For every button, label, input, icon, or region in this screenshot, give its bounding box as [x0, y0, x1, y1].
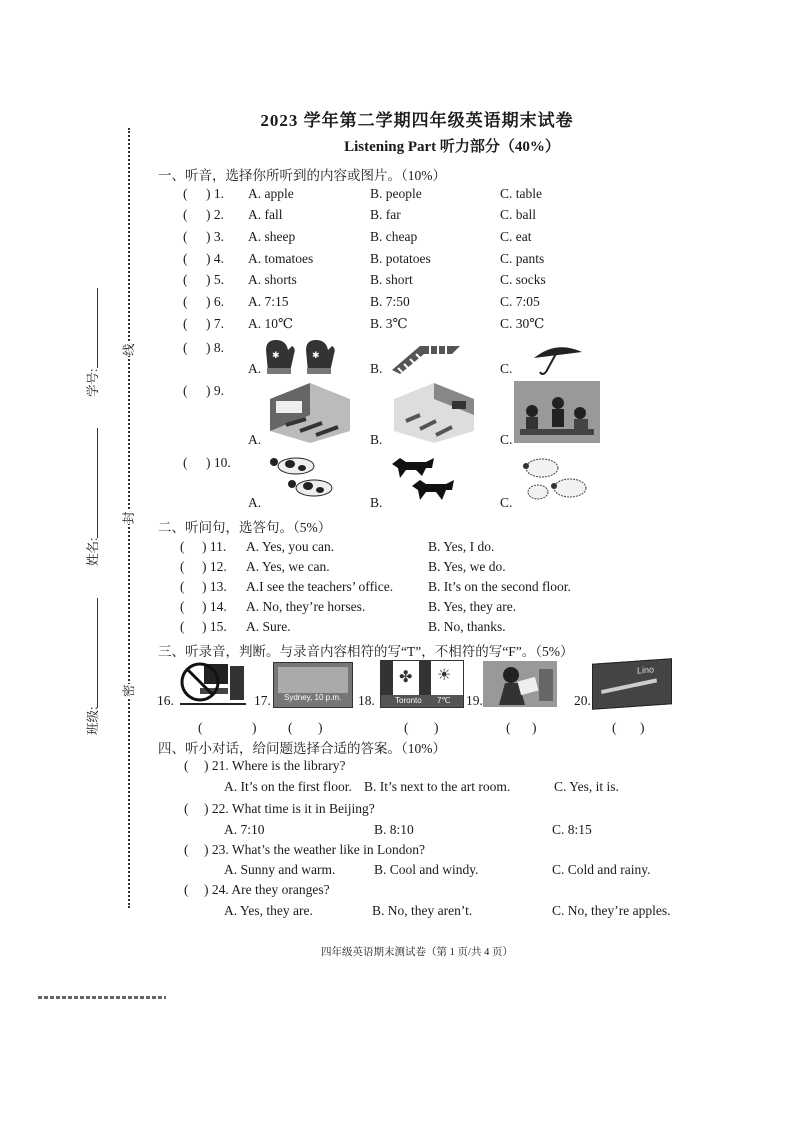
no-computer-picture[interactable]	[176, 660, 248, 708]
answer-paren[interactable]: (	[183, 251, 188, 266]
option-a: A.	[248, 361, 262, 376]
question-number: ) 2.	[206, 207, 224, 222]
question-number: ) 9.	[206, 383, 224, 398]
exam-title: 2023 学年第二学期四年级英语期末试卷	[260, 111, 574, 130]
answer-paren-20-close: )	[640, 720, 645, 735]
question-text: ) 24. Are they oranges?	[204, 882, 330, 897]
question-number-16: 16.	[157, 693, 174, 708]
answer-paren[interactable]: (	[180, 539, 185, 554]
option-a: A. No, they’re horses.	[246, 599, 366, 614]
flag-band-left	[381, 661, 393, 695]
option-b: B. Yes, we do.	[428, 559, 506, 574]
box-picture[interactable]	[592, 658, 672, 710]
binding-secret-char: 密	[119, 684, 137, 697]
answer-paren[interactable]: (	[183, 340, 188, 355]
classroom-picture[interactable]	[266, 381, 352, 443]
section4-heading: 四、听小对话，给问题选择合适的答案。（10%）	[158, 741, 446, 756]
option-c: C. eat	[500, 229, 532, 244]
option-b: B.	[370, 361, 383, 376]
option-c: C. 8:15	[552, 822, 592, 837]
question-number-19: 19.	[466, 693, 483, 708]
option-c: C. pants	[500, 251, 545, 266]
answer-paren[interactable]: (	[184, 801, 189, 816]
option-b: B. 7:50	[370, 294, 410, 309]
question-number: ) 6.	[206, 294, 224, 309]
option-b: B. Yes, I do.	[428, 539, 495, 554]
option-c: C. 7:05	[500, 294, 540, 309]
option-a: A. fall	[248, 207, 283, 222]
name-label: 姓名:	[86, 537, 100, 566]
option-b: B. No, thanks.	[428, 619, 506, 634]
maple-leaf-icon: ✤	[399, 669, 413, 686]
option-a: A. Sure.	[246, 619, 291, 634]
option-a: A. tomatoes	[248, 251, 314, 266]
option-a: A. sheep	[248, 229, 296, 244]
answer-paren[interactable]: (	[183, 186, 188, 201]
answer-paren[interactable]: (	[183, 383, 188, 398]
sheep-picture[interactable]	[518, 454, 594, 504]
answer-paren-20[interactable]: (	[612, 720, 617, 735]
toronto-caption: Toronto	[395, 696, 422, 705]
question-number: ) 4.	[206, 251, 224, 266]
option-c: C. 30℃	[500, 316, 545, 331]
question-number: ) 13.	[202, 579, 227, 594]
question-text: ) 22. What time is it in Beijing?	[204, 801, 375, 816]
option-c: C.	[500, 495, 513, 510]
answer-paren[interactable]: (	[180, 619, 185, 634]
answer-paren[interactable]: (	[183, 272, 188, 287]
question-number: ) 10.	[206, 455, 231, 470]
box-label: Lino	[637, 664, 655, 676]
svg-text:✱: ✱	[272, 350, 280, 360]
option-a: A.	[248, 432, 262, 447]
option-b: B. 8:10	[374, 822, 414, 837]
option-b: B. people	[370, 186, 422, 201]
answer-paren-19-close: )	[532, 720, 537, 735]
option-a: A. Yes, we can.	[246, 559, 330, 574]
sun-icon: ☀	[437, 667, 452, 684]
answer-paren[interactable]: (	[180, 579, 185, 594]
option-b: B. short	[370, 272, 413, 287]
option-a: A. 10℃	[248, 316, 294, 331]
name-blank[interactable]	[97, 428, 98, 538]
option-c: C.	[500, 432, 513, 447]
horses-picture[interactable]	[386, 454, 466, 504]
sydney-caption: Sydney, 10 p.m.	[284, 693, 342, 702]
option-a: A. Yes, they are.	[224, 903, 313, 918]
option-c: C. table	[500, 186, 542, 201]
flag-band-right	[419, 661, 431, 695]
box-stripe	[601, 678, 657, 694]
option-a: A. shorts	[248, 272, 297, 287]
option-a: A. It’s on the first floor.	[224, 779, 352, 794]
option-a: A. apple	[248, 186, 294, 201]
exam-subtitle: Listening Part 听力部分（40%）	[344, 139, 560, 155]
girl-reading-picture[interactable]	[483, 661, 557, 707]
question-number-18: 18.	[358, 693, 375, 708]
section2-heading: 二、听问句，选答句。（5%）	[158, 520, 332, 535]
teachers-office-picture[interactable]	[514, 381, 600, 443]
option-b: B. Cool and windy.	[374, 862, 479, 877]
toronto-picture[interactable]	[380, 660, 464, 708]
option-b: B. far	[370, 207, 401, 222]
class-blank[interactable]	[97, 598, 98, 708]
answer-paren[interactable]: (	[183, 316, 188, 331]
option-b: B. Yes, they are.	[428, 599, 517, 614]
sydney-picture[interactable]	[273, 662, 353, 708]
answer-paren[interactable]: (	[183, 294, 188, 309]
question-number: ) 8.	[206, 340, 224, 355]
option-a: A.	[248, 495, 262, 510]
section1-heading: 一、听音，选择你所听到的内容或图片。（10%）	[158, 168, 446, 183]
binding-seal-char: 封	[119, 511, 137, 524]
option-b: B. potatoes	[370, 251, 431, 266]
question-number: ) 15.	[202, 619, 227, 634]
section3-heading: 三、听录音，判断。与录音内容相符的写“T”，不相符的写“F”。（5%）	[158, 644, 574, 659]
question-number: ) 5.	[206, 272, 224, 287]
option-b: B. 3℃	[370, 316, 408, 331]
answer-paren[interactable]: (	[180, 599, 185, 614]
option-c: C. ball	[500, 207, 536, 222]
question-number: ) 7.	[206, 316, 224, 331]
answer-paren[interactable]: (	[184, 882, 189, 897]
question-number-20: 20.	[574, 693, 591, 708]
student-no-blank[interactable]	[97, 288, 98, 368]
option-b: B. It’s on the second floor.	[428, 579, 571, 594]
option-c: C. No, they’re apples.	[552, 903, 671, 918]
answer-paren-16-close: )	[252, 720, 257, 735]
option-b: B. It’s next to the art room.	[364, 779, 511, 794]
answer-paren[interactable]: (	[183, 229, 188, 244]
answer-paren[interactable]: (	[183, 455, 188, 470]
answer-paren-19[interactable]: (	[506, 720, 511, 735]
option-b: B.	[370, 432, 383, 447]
answer-paren[interactable]: (	[184, 842, 189, 857]
answer-paren-18[interactable]: (	[404, 720, 409, 735]
question-number: ) 3.	[206, 229, 224, 244]
class-label: 班级:	[86, 706, 100, 735]
answer-paren-16[interactable]: (	[198, 720, 203, 735]
page-footer: 四年级英语期末测试卷（第 1 页/共 4 页）	[321, 947, 513, 958]
option-a: A.I see the teachers’ office.	[246, 579, 394, 594]
option-a: A. 7:10	[224, 822, 265, 837]
cows-picture[interactable]	[262, 452, 340, 504]
umbrella-picture[interactable]	[516, 340, 598, 376]
svg-text:✱: ✱	[312, 350, 320, 360]
answer-paren-17[interactable]: (	[288, 720, 293, 735]
option-a: A. 7:15	[248, 294, 289, 309]
question-text: ) 23. What’s the weather like in London?	[204, 842, 425, 857]
question-text: ) 21. Where is the library?	[204, 758, 346, 773]
student-no-label: 学号:	[86, 368, 100, 397]
option-c: C. Cold and rainy.	[552, 862, 651, 877]
computer-room-picture[interactable]	[390, 381, 476, 443]
option-a: A. Sunny and warm.	[224, 862, 336, 877]
option-c: C. Yes, it is.	[554, 779, 619, 794]
mittens-picture[interactable]	[262, 336, 346, 376]
option-b: B. cheap	[370, 229, 418, 244]
answer-paren[interactable]: (	[183, 207, 188, 222]
sydney-scene	[278, 667, 348, 693]
answer-paren-17-close: )	[318, 720, 323, 735]
question-number: ) 1.	[206, 186, 224, 201]
option-c: C. socks	[500, 272, 546, 287]
option-c: C.	[500, 361, 513, 376]
answer-paren[interactable]: (	[180, 559, 185, 574]
scarf-picture[interactable]	[390, 340, 462, 374]
option-b: B. No, they aren’t.	[372, 903, 473, 918]
binding-line-char: 线	[119, 343, 137, 356]
toronto-caption-bar	[381, 695, 463, 707]
toronto-temp: 7℃	[437, 696, 451, 705]
answer-paren[interactable]: (	[184, 758, 189, 773]
scan-mark	[38, 996, 166, 999]
question-number: ) 12.	[202, 559, 227, 574]
option-b: B.	[370, 495, 383, 510]
answer-paren-18-close: )	[434, 720, 439, 735]
question-number: ) 11.	[202, 539, 227, 554]
question-number: ) 14.	[202, 599, 227, 614]
question-number-17: 17.	[254, 693, 271, 708]
option-a: A. Yes, you can.	[246, 539, 335, 554]
